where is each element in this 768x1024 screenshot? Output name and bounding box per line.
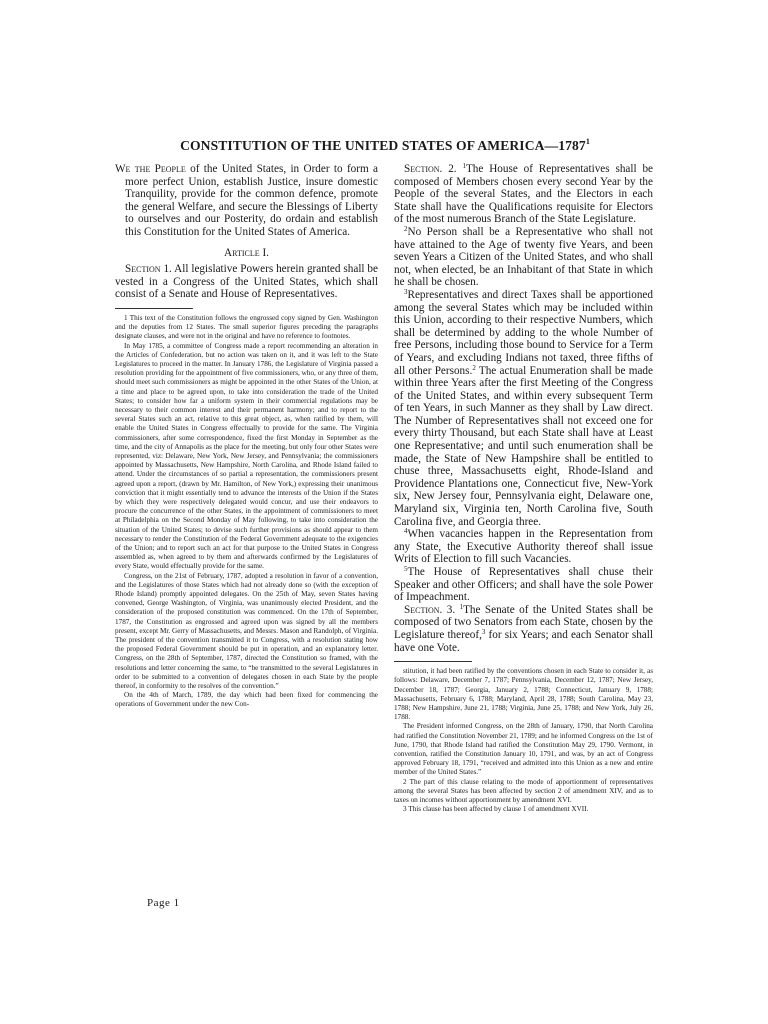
clause-text: When vacancies happen in the Representation from any State, the Executive Authority thereof shall issue Writs of Election to fill such Vacancies. — [394, 528, 653, 566]
section-2-label: Section. 2. — [404, 163, 457, 175]
preamble-text: of the United States, in Order to form a more perfect Union, establish Justice, insure domestic Tranquility, provide for the common defence, promote the general Welfare, and secure the Blessings of Liberty to ourselves and our Posterity, do ordain and establish this Constitution for the United States of America. — [125, 163, 379, 238]
clause-text: The House of Representatives shall chuse their Speaker and other Officers; and shall have the sole Power of Impeachment. — [394, 566, 653, 604]
clause-text: for six Years; and each Senator shall have one Vote. — [394, 628, 653, 654]
section-3-label: Section. 3. — [404, 603, 456, 616]
footnote-paragraph: In May 1785, a committee of Congress made a report recommending an alteration in the Articles of Confederation, but no action was taken on it, and it was left to the State Legislatures to proceed in the matter. In January 1786, the Legislature of Virginia passed a resolution providing for the appointment of five commissioners, who, or any three of them, should meet such commissioners as might be appointed in the other States of the Union, at a time and place to be agreed upon, to take into consideration the trade of the United States; to consider how far a uniform system in their commercial regulations may be necessary to their common interest and their permanent harmony; and to report to the several States such an act, relative to this great object, as, when ratified by them, will enable the United States in Congress effectually to provide for the same. The Virginia commissioners, after some correspondence, fixed the first Monday in September as the time, and the city of Annapolis as the place for the meeting, but only four other States were represented, viz: Delaware, New York, New Jersey, and Pennsylvania; the commissioners appointed by Massachusetts, New Hampshire, North Carolina, and Rhode Island failed to attend. Under the circumstances of so partial a representation, the commissioners present agreed upon a report, (drawn by Mr. Hamilton, of New York,) expressing their unanimous conviction that it might essentially tend to advance the interests of the Union if the States by which they were respectively delegated would concur, and use their endeavors to procure the concurrence of the other States, in the appointment of commissioners to meet at Philadelphia on the Second Monday of May following, to take into consideration the situation of the United States; to devise such further provisions as should appear to them necessary to render the Constitution of the Federal Government adequate to the exigencies of the Union; and to report such an act for that purpose to the United States in Congress assembled as, when agreed to by them and afterwards confirmed by the Legislatures of every State, would effectually provide for the same. — [115, 341, 378, 571]
section-1-text: All legislative Powers herein granted shall be vested in a Congress of the United States, which shall consist of a Senate and House of Representatives. — [115, 263, 378, 301]
footnote-paragraph: 3 This clause has been affected by clause 1 of amendment XVII. — [403, 805, 589, 814]
section-2-clause-3 — [394, 289, 653, 528]
preamble — [115, 163, 378, 239]
left-column — [115, 163, 378, 710]
footnote-paragraph: On the 4th of March, 1789, the day which had been fixed for commencing the operations of Government under the new Con- — [115, 691, 378, 709]
footnote-paragraph: The President informed Congress, on the 28th of January, 1790, that North Carolina had ratified the Constitution November 21, 1789; and he informed Congress on the 1st of June, 1790, that Rhode Island had ratified the Constitution May 29, 1790. Vermont, in convention, ratified the Constitution January 10, 1791, and was, by an act of Congress approved February 18, 1791, “received and admitted into this Union as a new and entire member of the United States.” — [394, 722, 653, 777]
clause-mark: 5 — [404, 565, 408, 573]
right-column — [394, 163, 653, 814]
section-1 — [115, 263, 378, 301]
footnote-ref: 3 — [481, 627, 486, 636]
article-word: Article — [224, 246, 260, 259]
clause-text: No Person shall be a Representative who shall not have attained to the Age of twenty five Years, and been seven Years a Citizen of the United States, and who shall not, when elected, be an Inhabitant of that State in which he shall be chosen. — [394, 225, 653, 289]
section-2-clause-5 — [394, 566, 653, 604]
footnotes-left — [115, 314, 378, 710]
footnote-paragraph: 2 The part of this clause relating to the mode of apportionment of representatives among the several States has been affected by section 2 of amendment XIV, and as to taxes on incomes without apportionment by amendment XVI. — [394, 777, 653, 804]
title-footnote-mark: 1 — [585, 137, 590, 146]
clause-text: Representatives and direct Taxes shall be apportioned among the several States which may be included within this Union, according to their respective Numbers, which shall be determined by adding to the whole Number of free Persons, including those bound to Service for a Term of Years, and excluding Indians not taxed, three fifths of all other Persons. — [394, 288, 653, 377]
clause-mark: 3 — [404, 287, 408, 296]
clause-mark: 1 — [462, 162, 466, 170]
clause-text: The actual Enumeration shall be made within three Years after the first Meeting of the Congress of the United States, and within every subsequent Term of ten Years, in such Manner as they shall by Law direct. The Number of Representatives shall not exceed one for every thirty Thousand, but each State shall have at Least one Representative; and until such enumeration shall be made, the State of New Hampshire shall be entitled to chuse three, Massachusetts eight, Rhode-Island and Providence Plantations one, Connecticut five, New-York six, New Jersey four, Pennsylvania eight, Delaware one, Maryland six, Virginia ten, North Carolina five, South Carolina five, and Georgia three. — [394, 364, 653, 528]
footnote-divider — [394, 661, 472, 662]
footnote-divider — [115, 308, 193, 309]
section-3-clause-1 — [394, 604, 653, 654]
footnote-paragraph: Congress, on the 21st of February, 1787, adopted a resolution in favor of a convention, and the Legislatures of those States which had not already done so (with the exception of Rhode Island) promptly appointed delegates. On the 25th of May, seven States having convened, George Washington, of Virginia, was unanimously elected President, and the consideration of the proposed constitution was commenced. On the 17th of September, 1787, the Constitution as engrossed and agreed upon was signed by all the members present, except Mr. Gerry of Massachusetts, and Messrs. Mason and Randolph, of Virginia. The president of the convention transmitted it to Congress, with a resolution stating how the proposed Federal Government should be put in operation, and an explanatory letter. Congress, on the 28th of September, 1787, directed the Constitution so framed, with the resolutions and letter concerning the same, to “be transmitted to the several Legislatures in order to be submitted to a convention of delegates chosen in each State by the people thereof, in conformity to the resolves of the convention.” — [115, 571, 378, 691]
clause-text: The Senate of the United States shall be composed of two Senators from each State, chosen by the Legislature thereof, — [394, 603, 654, 641]
section-2-clause-1 — [394, 163, 653, 226]
preamble-lead: We the People — [115, 163, 186, 175]
title-text: CONSTITUTION OF THE UNITED STATES OF AMERICA—1787 — [180, 138, 586, 153]
footnotes-right — [394, 667, 653, 814]
page-title — [115, 137, 655, 154]
article-numeral: I. — [262, 246, 269, 259]
page-number: Page 1 — [147, 897, 180, 909]
footnote-paragraph: stitution, it had been ratified by the conventions chosen in each State to consider it, as follows: Delaware, December 7, 1787; Pennsylvania, December 12, 1787; New Jersey, December 18, 1787; Georgia, January 2, 1788; Connecticut, January 9, 1788; Massachusetts, February 6, 1788; Maryland, April 28, 1788; South Carolina, May 23, 1788; New Hampshire, June 21, 1788; Virginia, June 25, 1788; and New York, July 26, 1788. — [394, 667, 653, 722]
section-2-clause-2 — [394, 226, 653, 289]
article-heading — [115, 247, 378, 260]
clause-mark: 4 — [404, 527, 408, 536]
section-1-label: Section 1. — [125, 263, 172, 276]
clause-mark: 2 — [404, 224, 408, 233]
clause-text: The House of Representatives shall be composed of Members chosen every second Year by the People of the several States, and the Electors in each State shall have the Qualifications requisite for Electors of the most numerous Branch of the State Legislature. — [394, 163, 653, 226]
footnote-paragraph: 1 This text of the Constitution follows the engrossed copy signed by Gen. Washington and the deputies from 12 States. The small superior figures preceding the paragraphs designate clauses, and were not in the original and have no reference to footnotes. — [115, 313, 378, 341]
footnote-ref: 2 — [472, 363, 476, 372]
section-2-clause-4 — [394, 528, 653, 566]
clause-mark: 1 — [459, 602, 464, 611]
